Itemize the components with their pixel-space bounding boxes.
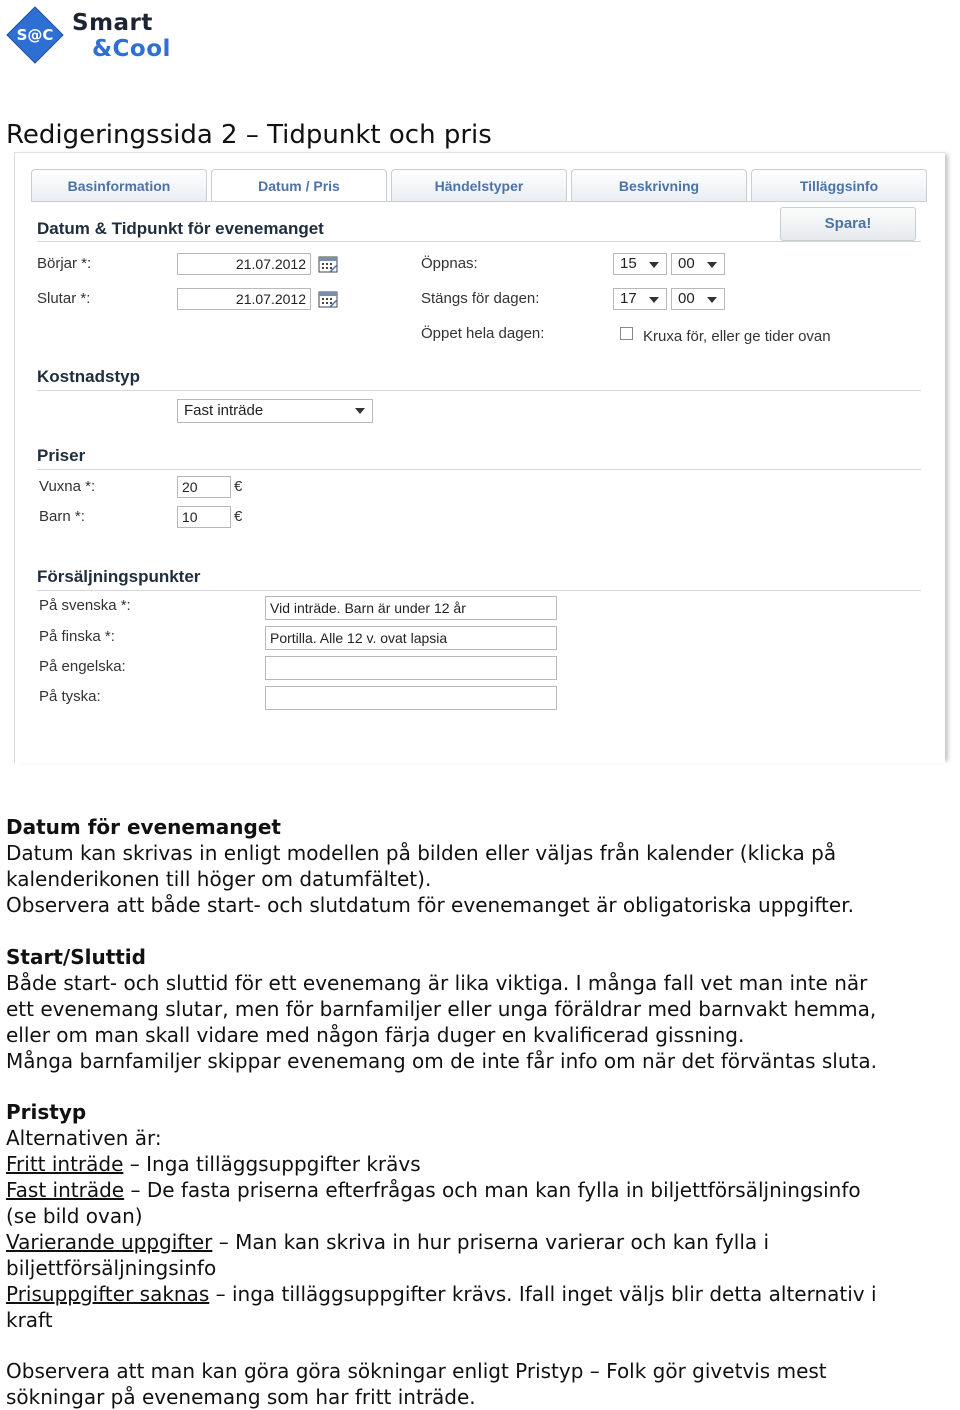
allday-label: Öppet hela dagen: — [421, 325, 545, 342]
form-screenshot — [14, 152, 945, 763]
allday-hint: Kruxa för, eller ge tider ovan — [643, 328, 831, 345]
sales-english-label: På engelska: — [39, 658, 126, 675]
option-fixed-entry-term: Fast inträde — [6, 1178, 125, 1202]
note-line-2: sökningar på evenemang som har fritt inträde. — [6, 1385, 476, 1409]
logo — [4, 4, 184, 70]
option-varying-term: Varierande uppgifter — [6, 1230, 213, 1254]
start-end-heading: Start/Sluttid — [6, 945, 146, 969]
adults-currency: € — [234, 478, 243, 495]
option-free-entry-desc: – Inga tilläggsuppgifter krävs — [123, 1152, 421, 1176]
children-label: Barn *: — [39, 508, 85, 525]
start-date-label: Börjar *: — [37, 255, 92, 272]
chevron-down-icon — [649, 297, 659, 303]
children-price-input[interactable] — [177, 506, 231, 528]
tab-tillaggsinfo[interactable]: Tilläggsinfo — [751, 169, 927, 202]
start-end-line-3: eller om man skall vidare med någon färja duger en kvalificerad gissning. — [6, 1023, 745, 1047]
closes-minute-select[interactable] — [671, 288, 725, 310]
dates-line-2: kalenderikonen till höger om datumfältet). — [6, 867, 432, 891]
cost-section-heading: Kostnadstyp — [37, 367, 140, 386]
allday-checkbox[interactable] — [620, 327, 633, 340]
logo-word-smart: Smart — [72, 10, 153, 36]
logo-badge-text: S@C — [16, 26, 54, 44]
chevron-down-icon — [355, 408, 365, 414]
children-currency: € — [234, 508, 243, 525]
option-varying — [6, 1229, 951, 1255]
date-section-divider — [37, 241, 921, 242]
start-calendar-icon[interactable] — [318, 255, 338, 273]
start-end-line-1: Både start- och sluttid för ett evenemang är lika viktiga. I många fall vet man inte när — [6, 971, 868, 995]
logo-badge-icon — [6, 6, 64, 64]
sales-swedish-label: På svenska *: — [39, 597, 131, 614]
tab-basinformation[interactable]: Basinformation — [31, 169, 207, 202]
option-no-price-cont: kraft — [6, 1308, 53, 1332]
sales-finnish-input[interactable] — [265, 626, 557, 650]
section-price-type — [6, 1099, 951, 1333]
opens-minute-select[interactable] — [671, 253, 725, 275]
start-end-line-2: ett evenemang slutar, men för barnfamiljer eller unga föräldrar med barnvakt hemma, — [6, 997, 877, 1021]
save-button[interactable]: Spara! — [780, 207, 916, 241]
opens-hour-value: 15 — [620, 255, 637, 272]
tab-beskrivning[interactable]: Beskrivning — [571, 169, 747, 202]
section-start-end — [6, 944, 951, 1074]
closes-hour-select[interactable] — [613, 288, 667, 310]
start-date-input[interactable] — [177, 253, 311, 275]
price-section-divider — [37, 469, 921, 470]
option-free-entry-term: Fritt inträde — [6, 1152, 124, 1176]
cost-section-divider — [37, 390, 921, 391]
price-type-heading: Pristyp — [6, 1100, 87, 1124]
opens-hour-select[interactable] — [613, 253, 667, 275]
option-no-price — [6, 1281, 951, 1307]
date-section-heading: Datum & Tidpunkt för evenemanget — [37, 219, 324, 238]
tab-handelstyper[interactable]: Händelstyper — [391, 169, 567, 202]
page-title: Redigeringssida 2 – Tidpunkt och pris — [6, 120, 492, 150]
end-date-label: Slutar *: — [37, 290, 91, 307]
price-section-heading: Priser — [37, 446, 86, 465]
option-no-price-term: Prisuppgifter saknas — [6, 1282, 210, 1306]
tab-datum-pris[interactable]: Datum / Pris — [211, 169, 387, 202]
chevron-down-icon — [707, 262, 717, 268]
cost-type-value: Fast inträde — [184, 402, 264, 419]
sales-section-heading: Försäljningspunkter — [37, 567, 201, 586]
chevron-down-icon — [649, 262, 659, 268]
end-calendar-icon[interactable] — [318, 290, 338, 308]
price-type-intro: Alternativen är: — [6, 1126, 162, 1150]
sales-finnish-label: På finska *: — [39, 628, 115, 645]
start-end-line-4: Många barnfamiljer skippar evenemang om de inte får info om när det förväntas sluta. — [6, 1049, 877, 1073]
sales-german-label: På tyska: — [39, 688, 101, 705]
dates-line-1: Datum kan skrivas in enligt modellen på bilden eller väljas från kalender (klicka på — [6, 841, 837, 865]
opens-minute-value: 00 — [678, 255, 695, 272]
option-varying-desc: – Man kan skriva in hur priserna varierar och kan fylla i — [212, 1230, 770, 1254]
sales-english-input[interactable] — [265, 656, 557, 680]
adults-price-input[interactable] — [177, 476, 231, 498]
dates-heading: Datum för evenemanget — [6, 815, 281, 839]
adults-label: Vuxna *: — [39, 478, 96, 495]
closes-label: Stängs för dagen: — [421, 290, 540, 307]
closes-minute-value: 00 — [678, 290, 695, 307]
opens-label: Öppnas: — [421, 255, 478, 272]
option-no-price-desc: – inga tilläggsuppgifter krävs. Ifall inget väljs blir detta alternativ i — [209, 1282, 877, 1306]
end-date-input[interactable] — [177, 288, 311, 310]
option-fixed-entry-desc: – De fasta priserna efterfrågas och man kan fylla in biljettförsäljningsinfo — [124, 1178, 861, 1202]
cost-type-select[interactable] — [177, 399, 373, 423]
dates-line-3: Observera att både start- och slutdatum för evenemanget är obligatoriska uppgifter. — [6, 893, 854, 917]
sales-section-divider — [37, 590, 921, 591]
tab-divider — [31, 201, 927, 202]
sales-german-input[interactable] — [265, 686, 557, 710]
section-note — [6, 1358, 951, 1410]
logo-wordmark — [72, 10, 171, 62]
option-fixed-entry-cont: (se bild ovan) — [6, 1204, 143, 1228]
chevron-down-icon — [707, 297, 717, 303]
option-varying-cont: biljettförsäljningsinfo — [6, 1256, 217, 1280]
tab-bar — [31, 169, 927, 201]
logo-word-cool: &Cool — [92, 36, 171, 62]
sales-swedish-input[interactable] — [265, 596, 557, 620]
note-line-1: Observera att man kan göra göra sökningar enligt Pristyp – Folk gör givetvis mest — [6, 1359, 827, 1383]
option-free-entry — [6, 1151, 951, 1177]
closes-hour-value: 17 — [620, 290, 637, 307]
section-dates — [6, 814, 951, 918]
option-fixed-entry — [6, 1177, 951, 1203]
